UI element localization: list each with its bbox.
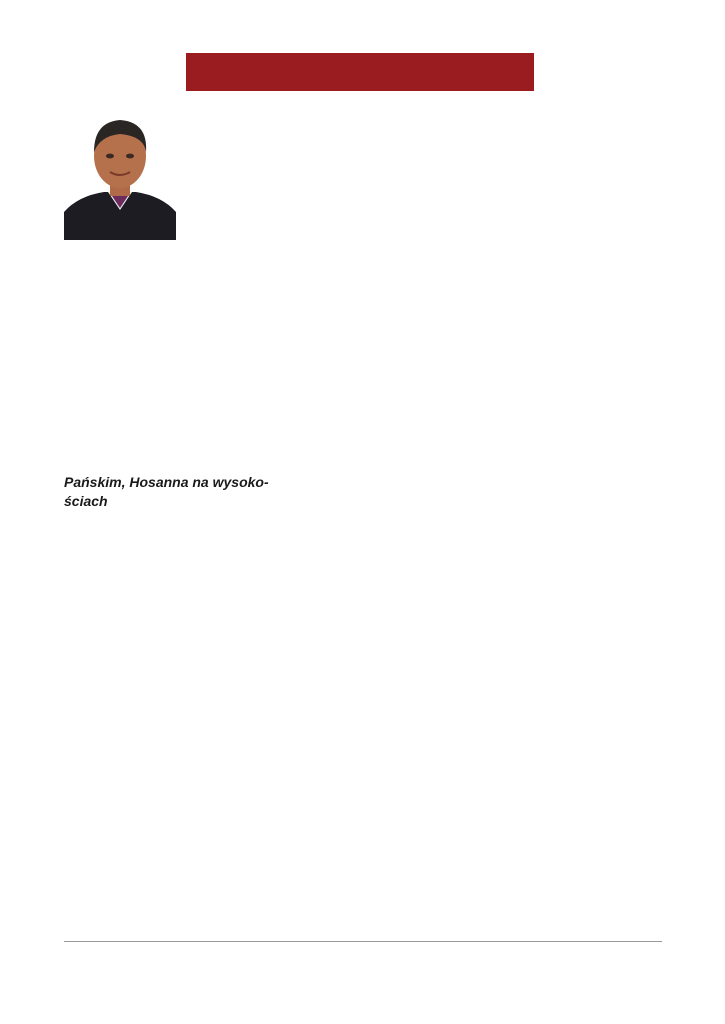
footer-rule <box>64 941 662 942</box>
hosanna-quote-tail: Pańskim, Hosanna na wysoko- ściach <box>64 474 269 509</box>
author-photo <box>64 112 176 240</box>
paragraph-3-wrap <box>64 695 352 713</box>
section-banner <box>186 53 534 91</box>
author-portrait-icon <box>64 112 176 240</box>
paragraph-2-tail-wrap <box>64 473 308 510</box>
paragraph-1-wrap <box>64 247 352 303</box>
paragraph-2-top <box>64 343 352 491</box>
